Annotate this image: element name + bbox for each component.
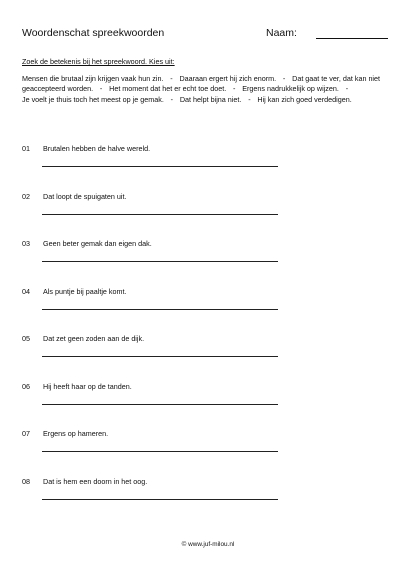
option-8: Hij kan zich goed verdedigen.: [257, 94, 352, 104]
question-text: Geen beter gemak dan eigen dak.: [43, 239, 152, 248]
name-label: Naam:: [266, 27, 297, 39]
answer-line[interactable]: [42, 499, 278, 500]
option-1: Mensen die brutaal zijn krijgen vaak hun zin.: [22, 74, 164, 83]
option-separator: -: [99, 84, 103, 94]
answer-line[interactable]: [42, 356, 278, 357]
question-number: 07: [22, 429, 30, 438]
option-separator: -: [233, 84, 236, 94]
question-item: [22, 192, 322, 222]
option-separator: -: [248, 94, 251, 104]
name-field: [266, 27, 297, 39]
answer-line[interactable]: [42, 214, 278, 215]
question-number: 03: [22, 239, 30, 248]
footer-credit: © www.juf-milou.nl: [181, 541, 235, 548]
question-item: [22, 287, 322, 317]
option-separator: -: [282, 74, 286, 83]
question-text: Hij heeft haar op de tanden.: [43, 382, 132, 391]
question-item: [22, 239, 322, 269]
question-text: Als puntje bij paaltje komt.: [43, 287, 127, 296]
option-4: Het moment dat het er echt toe doet.: [109, 84, 227, 94]
question-number: 06: [22, 382, 30, 391]
answer-line[interactable]: [42, 166, 278, 167]
question-text: Dat zet geen zoden aan de dijk.: [43, 334, 145, 343]
page-title: Woordenschat spreekwoorden: [22, 27, 165, 39]
option-3: Dat gaat te ver, dat kan niet geaccepteerd worden.: [22, 74, 381, 94]
question-number: 02: [22, 192, 30, 201]
option-separator: -: [170, 74, 173, 83]
option-5: Ergens nadrukkelijk op wijzen.: [242, 84, 339, 94]
option-7: Dat helpt bijna niet.: [179, 94, 242, 104]
answer-line[interactable]: [42, 451, 278, 452]
question-item: [22, 382, 322, 412]
question-item: [22, 429, 322, 459]
question-number: 08: [22, 477, 30, 486]
answer-line[interactable]: [42, 261, 278, 262]
question-number: 04: [22, 287, 30, 296]
question-text: Dat loopt de spuigaten uit.: [43, 192, 127, 201]
question-text: Brutalen hebben de halve wereld.: [43, 144, 151, 153]
question-text: Dat is hem een doorn in het oog.: [43, 477, 148, 486]
question-number: 01: [22, 144, 30, 153]
option-2: Daaraan ergert hij zich enorm.: [179, 74, 277, 83]
question-text: Ergens op hameren.: [43, 429, 109, 438]
meaning-options: [22, 74, 386, 105]
question-item: [22, 477, 322, 507]
instruction-text: Zoek de betekenis bij het spreekwoord. Kies uit:: [22, 57, 175, 66]
question-number: 05: [22, 334, 30, 343]
option-6: Je voelt je thuis toch het meest op je gemak.: [22, 94, 164, 104]
answer-line[interactable]: [42, 404, 278, 405]
name-answer-line[interactable]: [316, 38, 388, 39]
option-separator: -: [170, 94, 174, 104]
page-header: [22, 27, 392, 41]
question-item: [22, 334, 322, 364]
question-item: [22, 144, 322, 174]
option-separator: -: [345, 84, 349, 94]
answer-line[interactable]: [42, 309, 278, 310]
